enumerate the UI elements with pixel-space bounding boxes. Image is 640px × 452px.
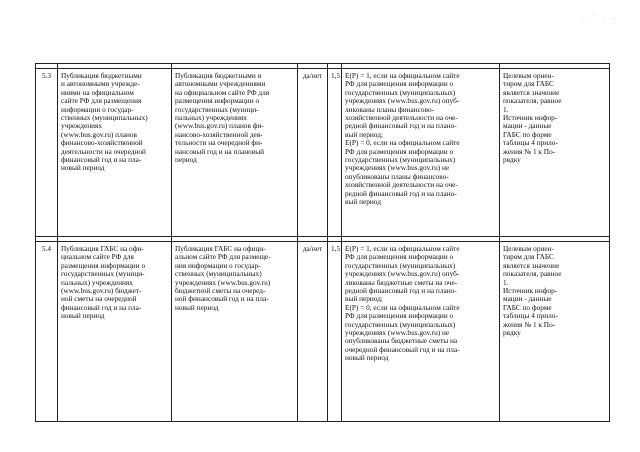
row-number: 5.3	[36, 69, 58, 237]
comment-cell: Целевым ориен- тиром для ГАБС является значение показателя, равное 1. Источник инфор- мации - данные ГАБС по форме таблицы 4 прило- жения № 1 к По- рядку	[500, 69, 610, 237]
table-row	[36, 242, 610, 422]
weight-coefficient: 1,5	[328, 242, 342, 422]
unit-of-measure: да/нет	[298, 242, 328, 422]
row-number: 5.4	[36, 242, 58, 422]
weight-coefficient: 1,5	[328, 69, 342, 237]
indicator-description: Публикация бюджетными и автономными учреждениями на официальном сайте РФ для размещения информации о государственных (муници- пальных) учреждениях (www.bus.gov.ru) планов фи- нансово-хозяйственной дея- тельности на очередной фи- нансовый год и на плановый период	[172, 69, 298, 237]
table-row	[36, 69, 610, 237]
calculation-formula: Е(Р) = 1, если на официальном сайте РФ для размещения информации о государственных (муниципальных) учреждениях (www.bus.gov.ru) опуб- ликованы планы финансово- хозяйственной деятельности на оче- редной финансовый год и на плано- вый период; Е(Р) = 0, если на официальном сайте РФ для размещения информации о государственных (муниципальных) учреждениях (www.bus.gov.ru) не опубликованы планы финансово- хозяйственной деятельности на оче- редной финансовый год и на плано- вый период	[342, 69, 500, 237]
indicator-description: Публикация ГАБС на офици- альном сайте РФ для размеще- ния информации о государ- ственных (муниципальных) учреждениях (www.bus.gov.ru) бюджетной сметы на очеред- ной финансовый год и на пла- новый период	[172, 242, 298, 422]
indicator-name: Публикация бюджетными и автономными учрежде- ниями на официальном сайте РФ для размещения информации о государ- ственных (муниципальных) учреждениях (www.bus.gov.ru) планов финансово-хозяйственной деятельности на очередной финансовый год и на пла- новый период	[58, 69, 172, 237]
indicator-name: Публикация ГАБС на офи- циальном сайте РФ для размещения информации о государственных (муници- пальных) учреждениях (www.bus.gov.ru) бюджет- ной сметы на очередной финансовый год и на пла- новый период	[58, 242, 172, 422]
comment-cell: Целевым ориен- тиром для ГАБС является значение показателя, равное 1. Источник инфор- мации - данные ГАБС по форме таблицы 4 прило- жения № 1 к По- рядку	[500, 242, 610, 422]
calculation-formula: Е(Р) = 1, если на официальном сайте РФ для размещения информации о государственных (муниципальных) учреждениях (www.bus.gov.ru) опуб- ликованы бюджетные сметы на оче- редной финансовый год и на плано- вый период; Е(Р) = 0, если на официальном сайте РФ для размещения информации о государственных (муниципальных) учреждениях (www.bus.gov.ru) не опубликованы бюджетные сметы на очередной финансовый год и на пла- новый период	[342, 242, 500, 422]
scan-artifact: . ` . ,	[583, 14, 618, 21]
unit-of-measure: да/нет	[298, 69, 328, 237]
criteria-table	[35, 63, 610, 422]
